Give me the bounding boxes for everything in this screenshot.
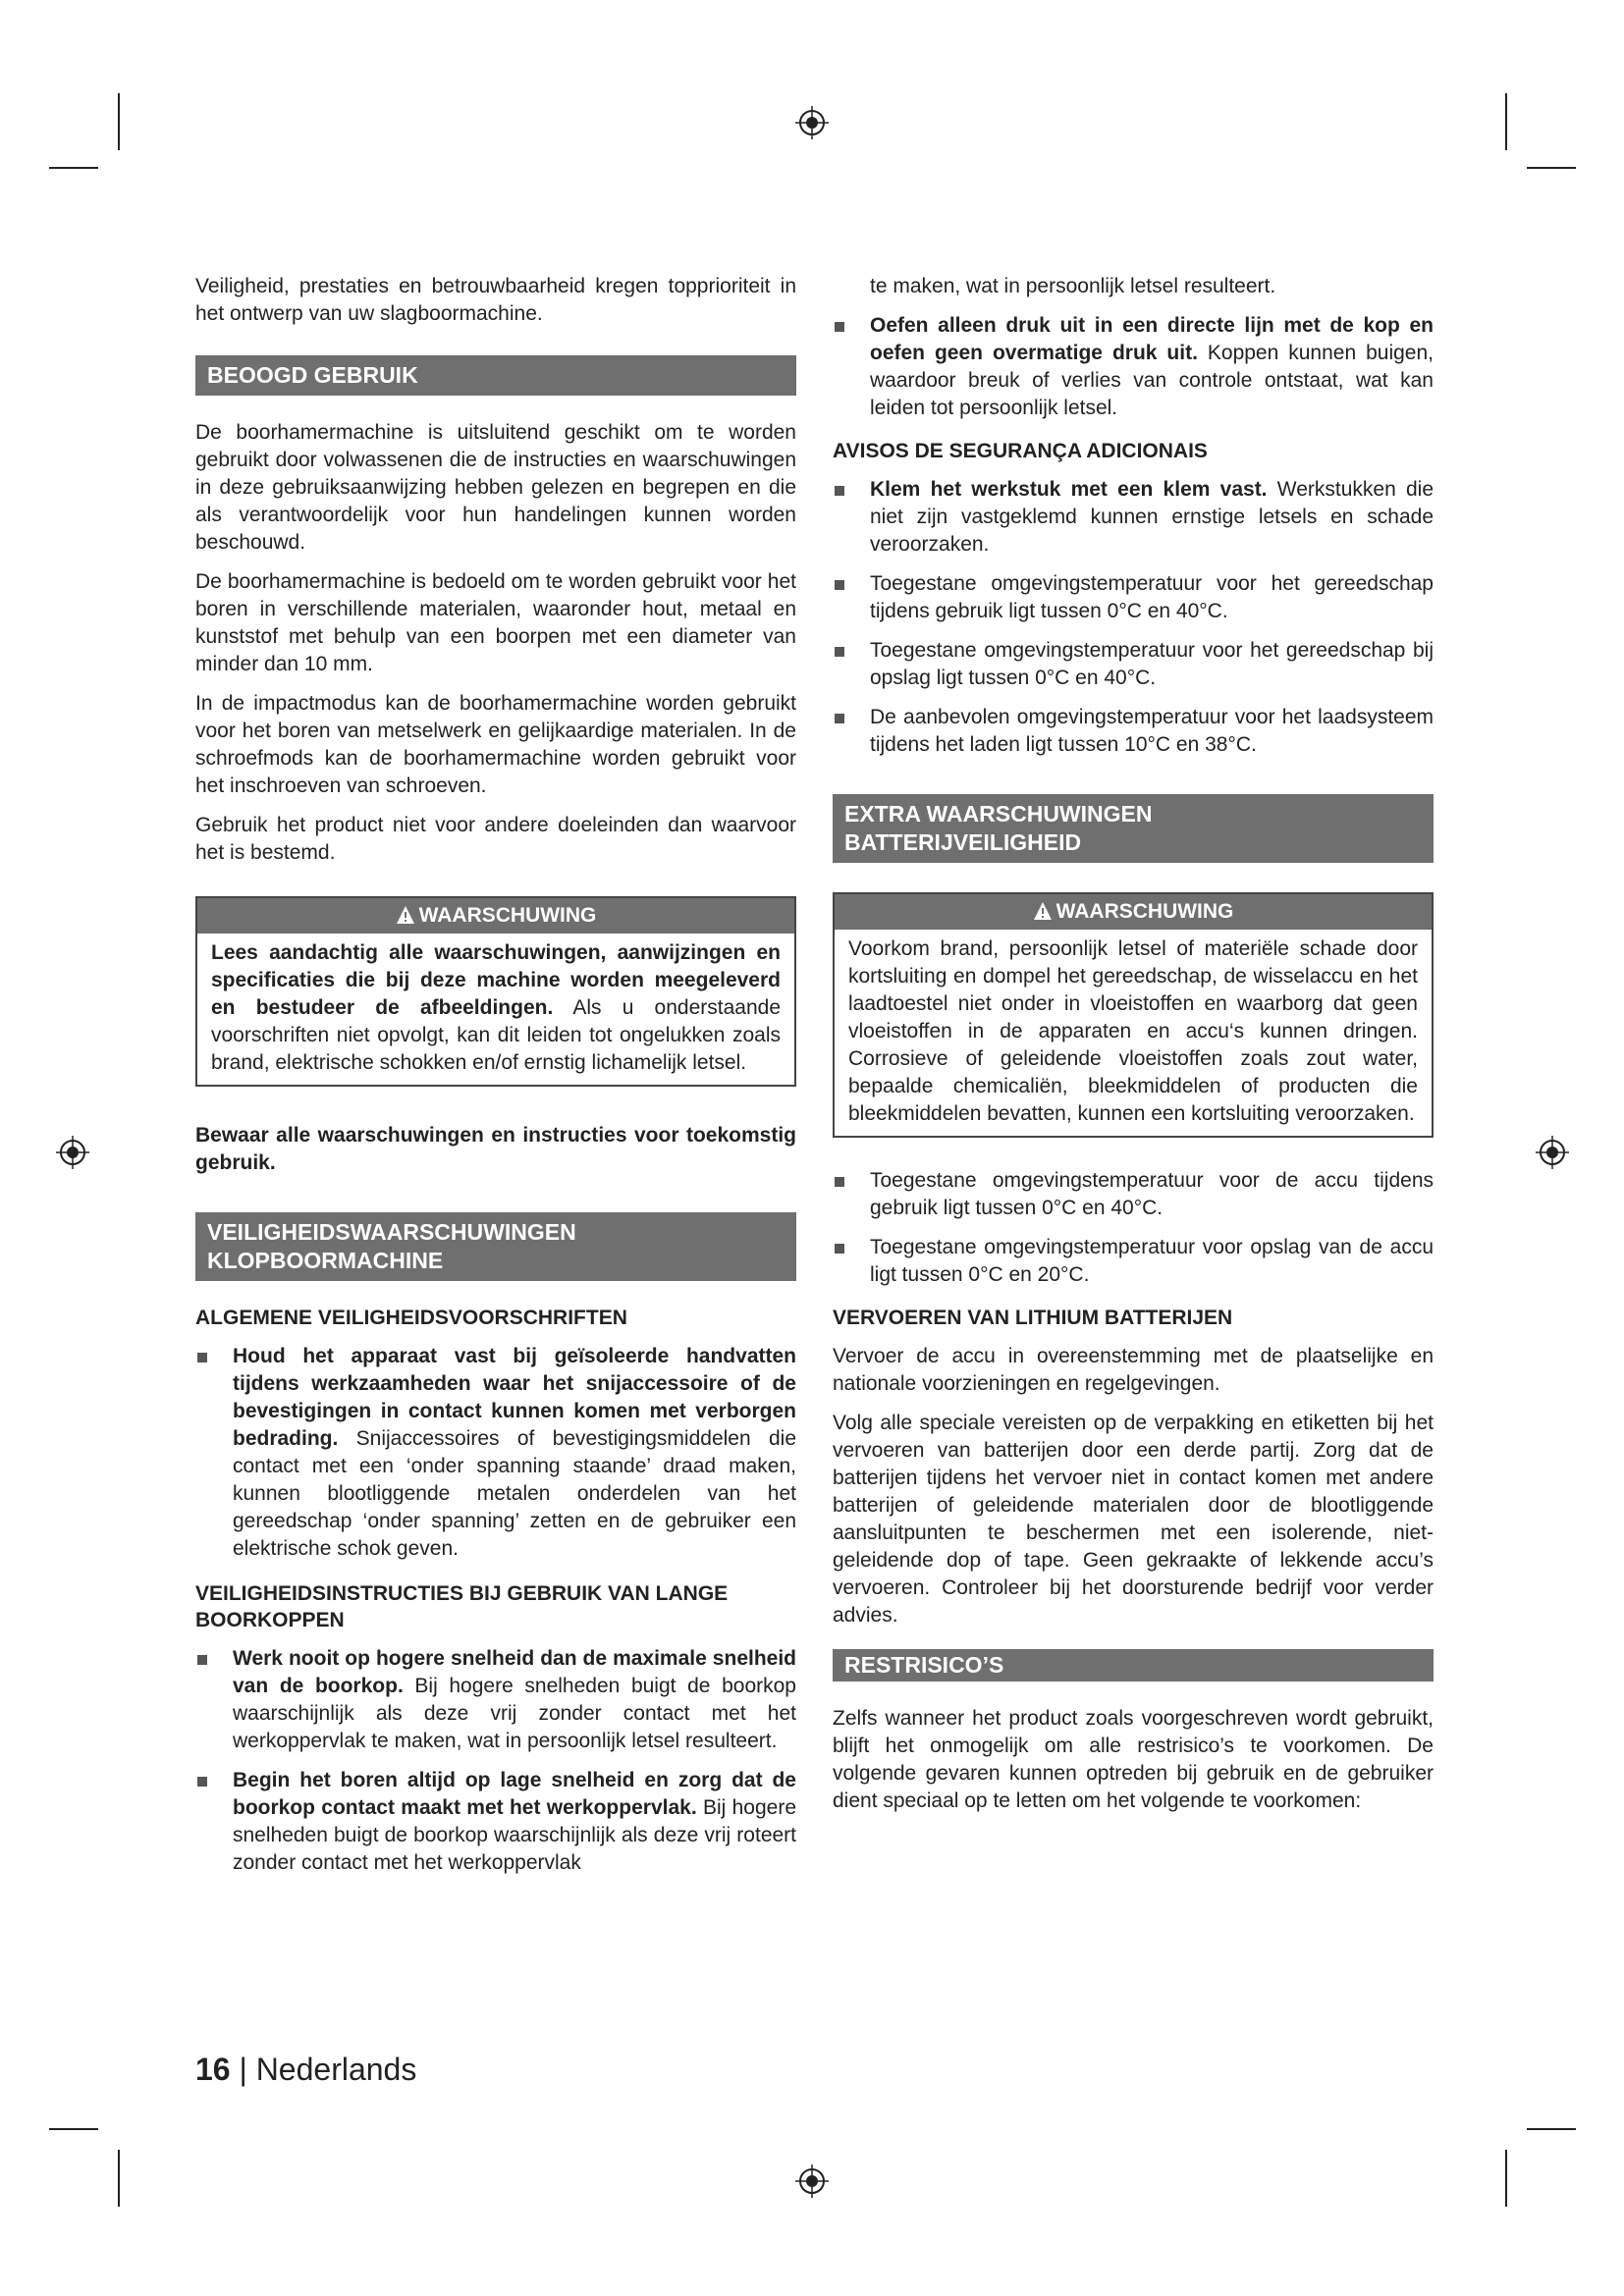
crop-mark (1505, 2150, 1507, 2207)
warning-text: Als u onderstaande voorschriften niet opvolgt, kan dit leiden tot ongelukken zoals brand, elektrische schokken en/of ernstig lichamelijk letsel. (211, 996, 781, 1074)
intended-use-paragraph: De boorhamermachine is uitsluitend geschikt om te worden gebruikt door volwassenen die de instructies en waarschuwingen in deze gebruiksaanwijzing hebben gelezen en begrepen en die als verantwoordelijk voor hun handelingen kunnen worden beschouwd. (195, 421, 796, 554)
registration-mark-icon (793, 2163, 831, 2200)
crop-mark (49, 2128, 98, 2130)
list-item (195, 1645, 796, 1755)
warning-triangle-icon (396, 905, 415, 925)
transport-paragraph: Vervoer de accu in overeenstemming met de plaatselijke en nationale voorzieningen en regelgevingen. (833, 1345, 1434, 1395)
warning-bold-text: Lees aandachtig alle waarschuwingen, aanwijzingen en specificaties die bij deze machine worden meegeleverd en bestudeer de afbeeldingen. (211, 941, 781, 1019)
footer-language: Nederlands (255, 2052, 417, 2087)
list-item (833, 704, 1434, 759)
warning-box-header (197, 898, 794, 934)
registration-mark-icon (1534, 1134, 1571, 1171)
square-bullet-icon (835, 322, 844, 332)
intended-use-paragraph: Gebruik het product niet voor andere doeleinden dan waarvoor het is bestemd. (195, 814, 796, 864)
footer-separator: | (230, 2052, 256, 2087)
warning-title: WAARSCHUWING (1056, 900, 1234, 923)
list-item (833, 1167, 1434, 1222)
list-item-bold: Oefen alleen druk uit in een directe lijn met de kop en oefen geen overmatige druk uit. (870, 314, 1434, 364)
section-heading-residual-risks: RESTRISICO’S (833, 1649, 1434, 1682)
subheading-general-safety: ALGEMENE VEILIGHEIDSVOORSCHRIFTEN (195, 1307, 627, 1329)
list-item-bold: Begin het boren altijd op lage snelheid en zorg dat de boorkop contact maakt met het werkoppervlak. (233, 1769, 796, 1819)
warning-box-header (835, 894, 1432, 930)
warning-box-body (835, 930, 1432, 1136)
list-item (195, 1767, 796, 1877)
warning-title: WAARSCHUWING (418, 904, 597, 927)
section-heading-line: KLOPBOORMACHINE (207, 1248, 444, 1273)
crop-mark (1527, 2128, 1576, 2130)
list-item-text: De aanbevolen omgevingstemperatuur voor het laadsysteem tijdens het laden ligt tussen 10°C en 38°C. (870, 706, 1434, 756)
transport-paragraph: Volg alle speciale vereisten op de verpakking en etiketten bij het vervoeren van batterijen door een derde partij. Zorg dat de batterijen tijdens het vervoer niet in contact komen met andere batterijen of geleidende materialen door de blootliggende aansluitpunten te beschermen met een isolerende, niet-geleidende dop of tape. Geen gekraakte of lekkende accu’s vervoeren. Controleer bij het doorsturende bedrijf voor verder advies. (833, 1412, 1434, 1627)
registration-mark-icon (793, 104, 831, 141)
list-item (833, 570, 1434, 625)
right-column (833, 273, 1434, 1827)
list-item (833, 312, 1434, 422)
residual-risks-paragraph: Zelfs wanneer het product zoals voorgeschreven wordt gebruikt, blijft het onmogelijk om alle restrisico’s te voorkomen. De volgende gevaren kunnen optreden bij gebruik en de gebruiker dient speciaal op te letten om het volgende te voorkomen: (833, 1707, 1434, 1812)
general-safety-list (195, 1343, 796, 1563)
section-heading-intended-use: BEOOGD GEBRUIK (195, 355, 796, 396)
list-item-text: Toegestane omgevingstemperatuur voor het gereedschap tijdens gebruik ligt tussen 0°C en 40°C. (870, 572, 1434, 622)
square-bullet-icon (835, 1244, 844, 1254)
page-footer (195, 2052, 416, 2088)
intended-use-paragraph: De boorhamermachine is bedoeld om te worden gebruikt voor het boren in verschillende materialen, waaronder hout, metaal en kunststof met behulp van een boorpen met een diameter van minder dan 10 mm. (195, 570, 796, 675)
registration-mark-icon (54, 1134, 91, 1171)
list-item-text: Koppen kunnen buigen, waardoor breuk of verlies van controle ontstaat, wat kan leiden tot persoonlijk letsel. (870, 342, 1435, 419)
battery-warning-box (833, 892, 1434, 1138)
warning-box-body (197, 934, 794, 1085)
crop-mark (1527, 167, 1576, 169)
list-item-text: Bij hogere snelheden buigt de boorkop waarschijnlijk als deze vrij roteert zonder contact met het werkoppervlak (233, 1796, 796, 1874)
crop-mark (1505, 93, 1507, 150)
list-item-text: Werkstukken die niet zijn vastgeklemd kunnen ernstige letsels en schade veroorzaken. (870, 478, 1434, 556)
warning-box (195, 896, 796, 1087)
crop-mark (118, 93, 120, 150)
section-heading-line: BATTERIJVEILIGHEID (844, 829, 1082, 855)
square-bullet-icon (197, 1655, 207, 1665)
intro-paragraph: Veiligheid, prestaties en betrouwbaarheid kregen topprioriteit in het ontwerp van uw slagboormachine. (195, 275, 796, 325)
square-bullet-icon (197, 1777, 207, 1787)
list-item-bold: Werk nooit op hogere snelheid dan de maximale snelheid van de boorkop. (233, 1647, 796, 1697)
list-item-text: Snijaccessoires of bevestigingsmiddelen die contact met een ‘onder spanning staande’ draad maken, kunnen blootliggende metalen onderdelen van het gereedschap ‘onder spanning’ zetten en de gebruiker een elektrische schok geven. (233, 1427, 796, 1560)
subheading-long-drill-bits: VEILIGHEIDSINSTRUCTIES BIJ GEBRUIK VAN LANGE BOORKOPPEN (195, 1582, 729, 1631)
section-heading-line: VEILIGHEIDSWAARSCHUWINGEN (207, 1219, 576, 1245)
section-heading-line: EXTRA WAARSCHUWINGEN (844, 801, 1153, 827)
section-heading-safety-warnings (195, 1212, 796, 1281)
additional-safety-list (833, 476, 1434, 759)
continuation-text: te maken, wat in persoonlijk letsel resulteert. (870, 275, 1276, 297)
square-bullet-icon (835, 714, 844, 723)
list-item-bold: Klem het werkstuk met een klem vast. (870, 478, 1268, 501)
list-item (833, 1234, 1434, 1289)
list-item (833, 637, 1434, 692)
list-item-text: Toegestane omgevingstemperatuur voor opslag van de accu ligt tussen 0°C en 20°C. (870, 1236, 1434, 1286)
list-item-bold: Houd het apparaat vast bij geïsoleerde handvatten tijdens werkzaamheden waar het snijaccessoire of de bevestigingen in contact kunnen komen met verborgen bedrading. (233, 1345, 796, 1450)
list-item (195, 1343, 796, 1563)
intended-use-paragraph: In de impactmodus kan de boorhamermachine worden gebruikt voor het boren van metselwerk en gelijkaardige materialen. In de schroefmods kan de boorhamermachine worden gebruikt voor het inschroeven van schroeven. (195, 692, 796, 797)
accu-temperature-list (833, 1167, 1434, 1289)
crop-mark (118, 2150, 120, 2207)
list-item-text: Toegestane omgevingstemperatuur voor de accu tijdens gebruik ligt tussen 0°C en 40°C. (870, 1169, 1434, 1219)
square-bullet-icon (835, 486, 844, 496)
square-bullet-icon (835, 580, 844, 590)
left-column (195, 273, 796, 1889)
section-heading-battery-safety (833, 794, 1434, 863)
long-drill-bits-list (195, 1645, 796, 1877)
list-item (833, 476, 1434, 559)
pressure-list (833, 312, 1434, 422)
square-bullet-icon (197, 1353, 207, 1362)
page-number: 16 (195, 2052, 231, 2087)
keep-instructions-note: Bewaar alle waarschuwingen en instructies voor toekomstig gebruik. (195, 1124, 796, 1174)
list-item-text: Bij hogere snelheden buigt de boorkop waarschijnlijk als deze vrij zonder contact met het werkoppervlak te maken, wat in persoonlijk letsel resulteert. (233, 1675, 796, 1752)
crop-mark (49, 167, 98, 169)
subheading-transport: VERVOEREN VAN LITHIUM BATTERIJEN (833, 1307, 1233, 1329)
warning-triangle-icon (1033, 901, 1053, 921)
warning-text: Voorkom brand, persoonlijk letsel of materiële schade door kortsluiting en dompel het gereedschap, de wisselaccu en het laadtoestel niet onder in vloeistoffen en waarborg dat geen vloeistoffen in de apparaten en accu‘s kunnen dringen. Corrosieve of geleidende vloeistoffen zoals zout water, bepaalde chemicaliën, bleekmiddelen of producten die bleekmiddelen bevatten, kunnen een kortsluiting veroorzaken. (848, 937, 1418, 1125)
square-bullet-icon (835, 647, 844, 657)
list-item-text: Toegestane omgevingstemperatuur voor het gereedschap bij opslag ligt tussen 0°C en 40°C. (870, 639, 1434, 689)
subheading-additional-safety: AVISOS DE SEGURANÇA ADICIONAIS (833, 440, 1208, 462)
square-bullet-icon (835, 1177, 844, 1187)
